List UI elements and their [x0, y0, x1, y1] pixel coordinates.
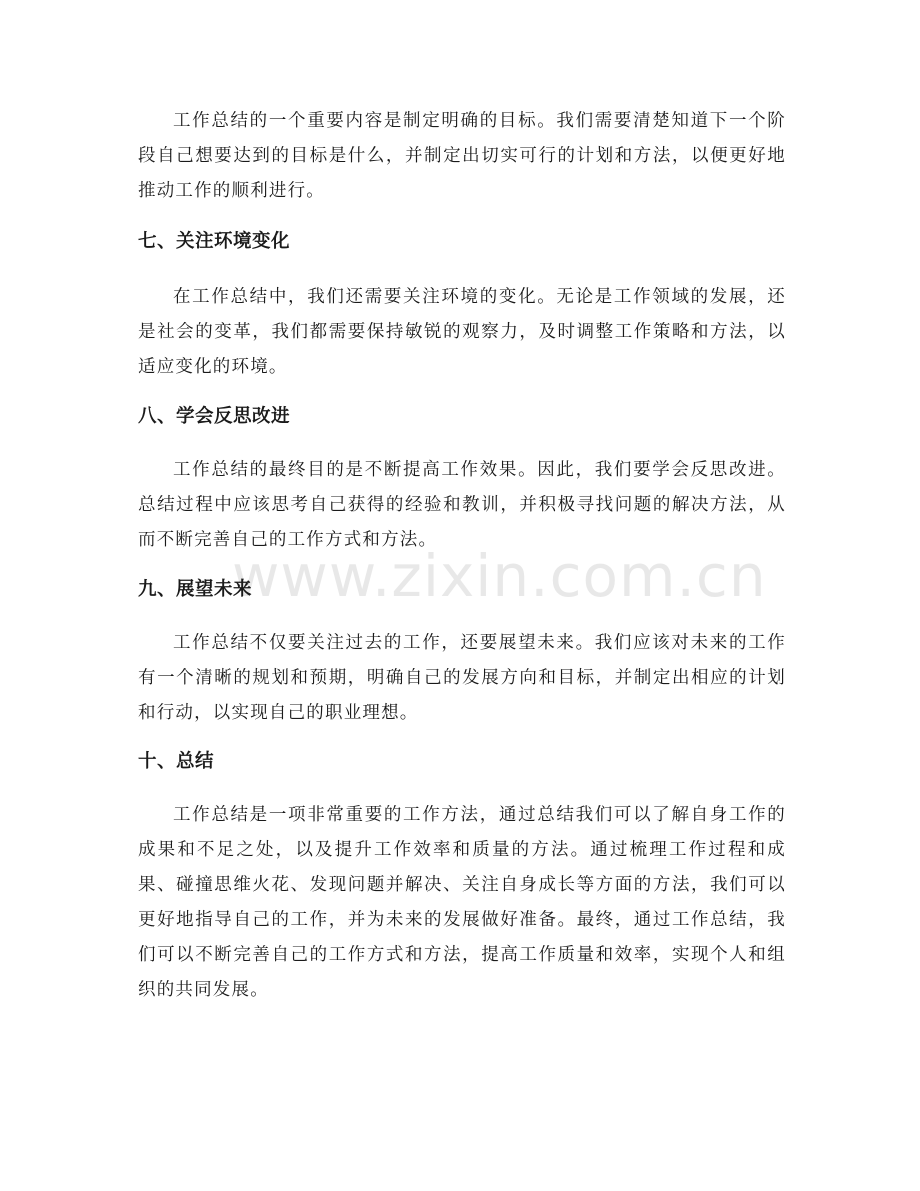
paragraph-future: 工作总结不仅要关注过去的工作，还要展望未来。我们应该对未来的工作有一个清晰的规划和预期，明确自己的发展方向和目标，并制定出相应的计划和行动，以实现自己的职业理想。	[138, 633, 786, 723]
paragraph-environment: 在工作总结中，我们还需要关注环境的变化。无论是工作领域的发展，还是社会的变革，我们都需要保持敏锐的观察力，及时调整工作策略和方法，以适应变化的环境。	[138, 287, 786, 377]
section-heading-future: 九、展望未来	[138, 579, 253, 600]
section-heading-environment: 七、关注环境变化	[138, 231, 291, 252]
section-heading-summary: 十、总结	[138, 751, 215, 772]
watermark: www.zixin.com.cn	[232, 542, 767, 610]
paragraph-goals: 工作总结的一个重要内容是制定明确的目标。我们需要清楚知道下一个阶段自己想要达到的目标是什么，并制定出切实可行的计划和方法，以便更好地推动工作的顺利进行。	[138, 111, 786, 201]
paragraph-summary: 工作总结是一项非常重要的工作方法，通过总结我们可以了解自身工作的成果和不足之处，以及提升工作效率和质量的方法。通过梳理工作过程和成果、碰撞思维火花、发现问题并解决、关注自身成长等方面的方法，我们可以更好地指导自己的工作，并为未来的发展做好准备。最终，通过工作总结，我们可以不断完善自己的工作方式和方法，提高工作质量和效率，实现个人和组织的共同发展。	[138, 805, 786, 1000]
paragraph-reflection: 工作总结的最终目的是不断提高工作效果。因此，我们要学会反思改进。总结过程中应该思考自己获得的经验和教训，并积极寻找问题的解决方法，从而不断完善自己的工作方式和方法。	[138, 460, 786, 550]
section-heading-reflection: 八、学会反思改进	[138, 406, 291, 427]
